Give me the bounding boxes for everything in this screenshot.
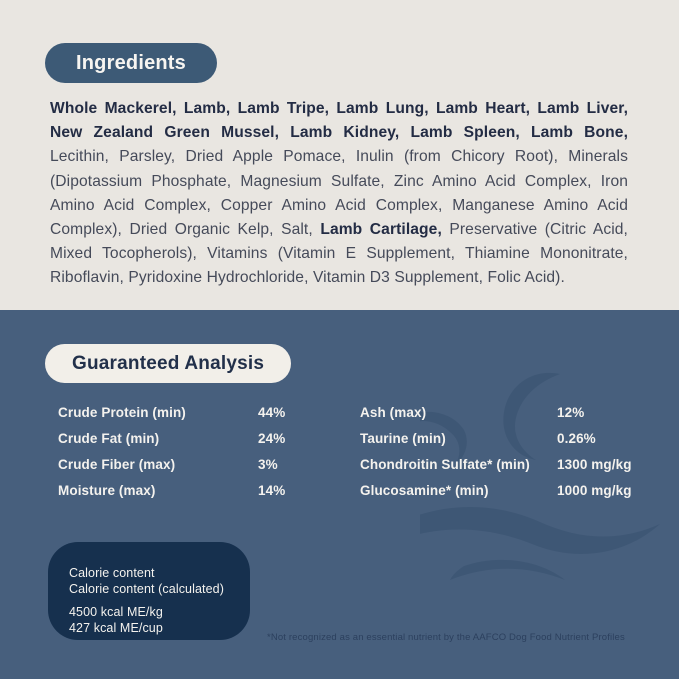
analysis-value: 14% <box>258 483 286 498</box>
analysis-column-left <box>58 406 348 510</box>
analysis-label: Crude Fat (min) <box>58 431 160 446</box>
analysis-value: 1000 mg/kg <box>557 483 632 498</box>
analysis-value: 12% <box>557 405 585 420</box>
analysis-row-crude-fat <box>58 432 348 447</box>
calorie-content-subtitle: Calorie content (calculated) <box>69 582 224 596</box>
analysis-value: 24% <box>258 431 286 446</box>
analysis-label: Chondroitin Sulfate* (min) <box>360 457 530 472</box>
ingredients-regular-text-2: Preservative (Citric Acid, Mixed Tocopherols), Vitamins (Vitamin E Supplement, Thiamine Mononitrate, Riboflavin, Pyridoxine Hydrochloride, Vitamin D3 Supplement, Folic Acid). <box>50 221 628 287</box>
analysis-label: Moisture (max) <box>58 483 156 498</box>
analysis-label: Crude Fiber (max) <box>58 457 176 472</box>
analysis-row-taurine <box>360 432 650 447</box>
analysis-value: 0.26% <box>557 431 596 446</box>
analysis-row-crude-fiber <box>58 458 348 473</box>
analysis-row-glucosamine <box>360 484 650 499</box>
analysis-label: Taurine (min) <box>360 431 446 446</box>
analysis-row-moisture <box>58 484 348 499</box>
calorie-kcal-per-cup: 427 kcal ME/cup <box>69 621 163 635</box>
ingredients-badge <box>45 43 217 83</box>
ingredients-cartilage-bold-text: Lamb Cartilage, <box>320 221 450 239</box>
analysis-label: Ash (max) <box>360 405 427 420</box>
guaranteed-analysis-badge-label: Guaranteed Analysis <box>72 352 265 374</box>
calorie-content-titles <box>69 565 240 597</box>
analysis-value: 44% <box>258 405 286 420</box>
analysis-value: 1300 mg/kg <box>557 457 632 472</box>
guaranteed-analysis-section <box>0 310 679 679</box>
guaranteed-analysis-badge <box>45 344 291 383</box>
calorie-content-values <box>69 604 240 636</box>
analysis-column-right <box>360 406 650 510</box>
analysis-row-ash <box>360 406 650 421</box>
calorie-kcal-per-kg: 4500 kcal ME/kg <box>69 605 163 619</box>
ingredients-badge-label: Ingredients <box>76 51 186 74</box>
ingredients-paragraph <box>50 97 628 291</box>
analysis-row-chondroitin <box>360 458 650 473</box>
ingredients-primary-bold-text: Whole Mackerel, Lamb, Lamb Tripe, Lamb Lung, Lamb Heart, Lamb Liver, New Zealand Green Mussel, Lamb Kidney, Lamb Spleen, Lamb Bone, <box>50 100 628 142</box>
analysis-row-crude-protein <box>58 406 348 421</box>
aafco-footnote: *Not recognized as an essential nutrient by the AAFCO Dog Food Nutrient Profiles <box>267 632 625 643</box>
ingredients-regular-text-1: Lecithin, Parsley, Dried Apple Pomace, Inulin (from Chicory Root), Minerals (Dipotassium Phosphate, Magnesium Sulfate, Zinc Amino Acid Complex, Iron Amino Acid Complex, Copper Amino Acid Complex, Manganese Amino Acid Complex), Dried Organic Kelp, Salt, <box>50 148 628 239</box>
analysis-label: Glucosamine* (min) <box>360 483 489 498</box>
analysis-label: Crude Protein (min) <box>58 405 186 420</box>
calorie-content-title: Calorie content <box>69 566 155 580</box>
calorie-content-box <box>48 542 250 640</box>
ingredients-section <box>0 0 679 310</box>
analysis-value: 3% <box>258 457 278 472</box>
